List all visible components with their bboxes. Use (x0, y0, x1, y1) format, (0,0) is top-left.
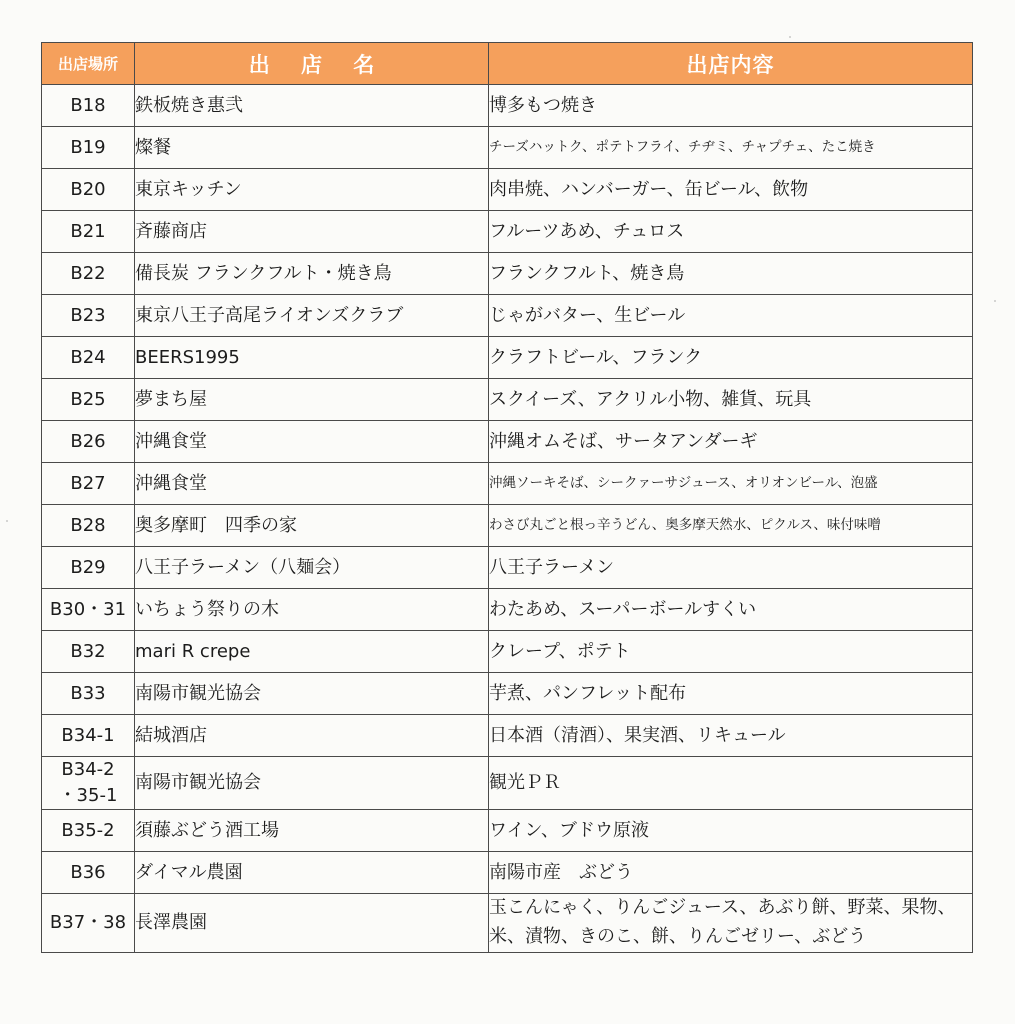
cell-content: フランクフルト、焼き鳥 (489, 253, 973, 295)
cell-content: 肉串焼、ハンバーガー、缶ビール、飲物 (489, 169, 973, 211)
cell-shop-name: BEERS1995 (135, 337, 489, 379)
location-line: B34-2 (61, 759, 115, 780)
cell-shop-name: 燦餐 (135, 127, 489, 169)
header-location: 出店場所 (42, 43, 135, 85)
cell-content: 観光ＰＲ (489, 757, 973, 810)
cell-location: B29 (42, 547, 135, 589)
cell-shop-name: 南陽市観光協会 (135, 757, 489, 810)
cell-content: フルーツあめ、チュロス (489, 211, 973, 253)
cell-location: B26 (42, 421, 135, 463)
vendor-table (41, 42, 973, 953)
cell-location: B33 (42, 673, 135, 715)
cell-location: B32 (42, 631, 135, 673)
cell-location: B36 (42, 852, 135, 894)
cell-shop-name: 斉藤商店 (135, 211, 489, 253)
cell-shop-name: 沖縄食堂 (135, 421, 489, 463)
cell-content: 南陽市産 ぶどう (489, 852, 973, 894)
table-row (42, 757, 973, 810)
cell-shop-name: 結城酒店 (135, 715, 489, 757)
cell-content: スクイーズ、アクリル小物、雑貨、玩具 (489, 379, 973, 421)
cell-content: チーズハットク、ポテトフライ、チヂミ、チャプチェ、たこ焼き (489, 127, 973, 169)
cell-location: B19 (42, 127, 135, 169)
scan-speck (789, 36, 791, 38)
table-row (42, 337, 973, 379)
table-header (42, 43, 973, 85)
table-row (42, 379, 973, 421)
header-row (42, 43, 973, 85)
cell-content: 日本酒（清酒）、果実酒、リキュール (489, 715, 973, 757)
table-row (42, 852, 973, 894)
cell-content: 沖縄オムそば、サータアンダーギ (489, 421, 973, 463)
header-content: 出店内容 (489, 43, 973, 85)
table-row (42, 505, 973, 547)
table-row (42, 547, 973, 589)
cell-content: ワイン、ブドウ原液 (489, 810, 973, 852)
cell-shop-name: ダイマル農園 (135, 852, 489, 894)
cell-content: 玉こんにゃく、りんごジュース、あぶり餅、野菜、果物、米、漬物、きのこ、餅、りんごゼリー、ぶどう (489, 894, 973, 953)
cell-location: B27 (42, 463, 135, 505)
cell-location: B20 (42, 169, 135, 211)
table-row (42, 463, 973, 505)
cell-content: クラフトビール、フランク (489, 337, 973, 379)
cell-content: 芋煮、パンフレット配布 (489, 673, 973, 715)
cell-shop-name: 奥多摩町 四季の家 (135, 505, 489, 547)
table-row (42, 589, 973, 631)
table-row (42, 169, 973, 211)
table-row (42, 85, 973, 127)
cell-location: B28 (42, 505, 135, 547)
table-row (42, 631, 973, 673)
cell-content: クレープ、ポテト (489, 631, 973, 673)
table-row (42, 673, 973, 715)
cell-shop-name: いちょう祭りの木 (135, 589, 489, 631)
cell-content: じゃがバター、生ビール (489, 295, 973, 337)
cell-shop-name: 八王子ラーメン（八麺会） (135, 547, 489, 589)
cell-location: B30・31 (42, 589, 135, 631)
cell-shop-name: 南陽市観光協会 (135, 673, 489, 715)
table-row (42, 127, 973, 169)
cell-location: B22 (42, 253, 135, 295)
header-shop-name: 出 店 名 (135, 43, 489, 85)
cell-shop-name: 長澤農園 (135, 894, 489, 953)
cell-content: 博多もつ焼き (489, 85, 973, 127)
cell-location: B37・38 (42, 894, 135, 953)
cell-content: わたあめ、スーパーボールすくい (489, 589, 973, 631)
cell-location: B25 (42, 379, 135, 421)
cell-location: B23 (42, 295, 135, 337)
cell-location: B21 (42, 211, 135, 253)
cell-shop-name: 東京八王子高尾ライオンズクラブ (135, 295, 489, 337)
cell-location: B34-1 (42, 715, 135, 757)
scan-speck (6, 520, 8, 522)
table-row (42, 715, 973, 757)
table-row (42, 810, 973, 852)
cell-location: B35-2 (42, 810, 135, 852)
table-row (42, 211, 973, 253)
cell-content: 八王子ラーメン (489, 547, 973, 589)
cell-shop-name: 沖縄食堂 (135, 463, 489, 505)
cell-shop-name: 備長炭 フランクフルト・焼き鳥 (135, 253, 489, 295)
cell-location: B24 (42, 337, 135, 379)
cell-shop-name: 東京キッチン (135, 169, 489, 211)
cell-content: わさび丸ごと根っ辛うどん、奥多摩天然水、ピクルス、味付味噌 (489, 505, 973, 547)
cell-location (42, 757, 135, 810)
cell-shop-name: 鉄板焼き惠弐 (135, 85, 489, 127)
cell-shop-name: mari R crepe (135, 631, 489, 673)
table-row (42, 421, 973, 463)
cell-location: B18 (42, 85, 135, 127)
table-row (42, 295, 973, 337)
cell-content: 沖縄ソーキそば、シークァーサジュース、オリオンビール、泡盛 (489, 463, 973, 505)
cell-shop-name: 夢まち屋 (135, 379, 489, 421)
cell-shop-name: 須藤ぶどう酒工場 (135, 810, 489, 852)
table-row (42, 253, 973, 295)
table-row (42, 894, 973, 953)
table-body (42, 85, 973, 953)
scan-speck (994, 300, 996, 302)
location-line: ・35-1 (58, 785, 118, 807)
